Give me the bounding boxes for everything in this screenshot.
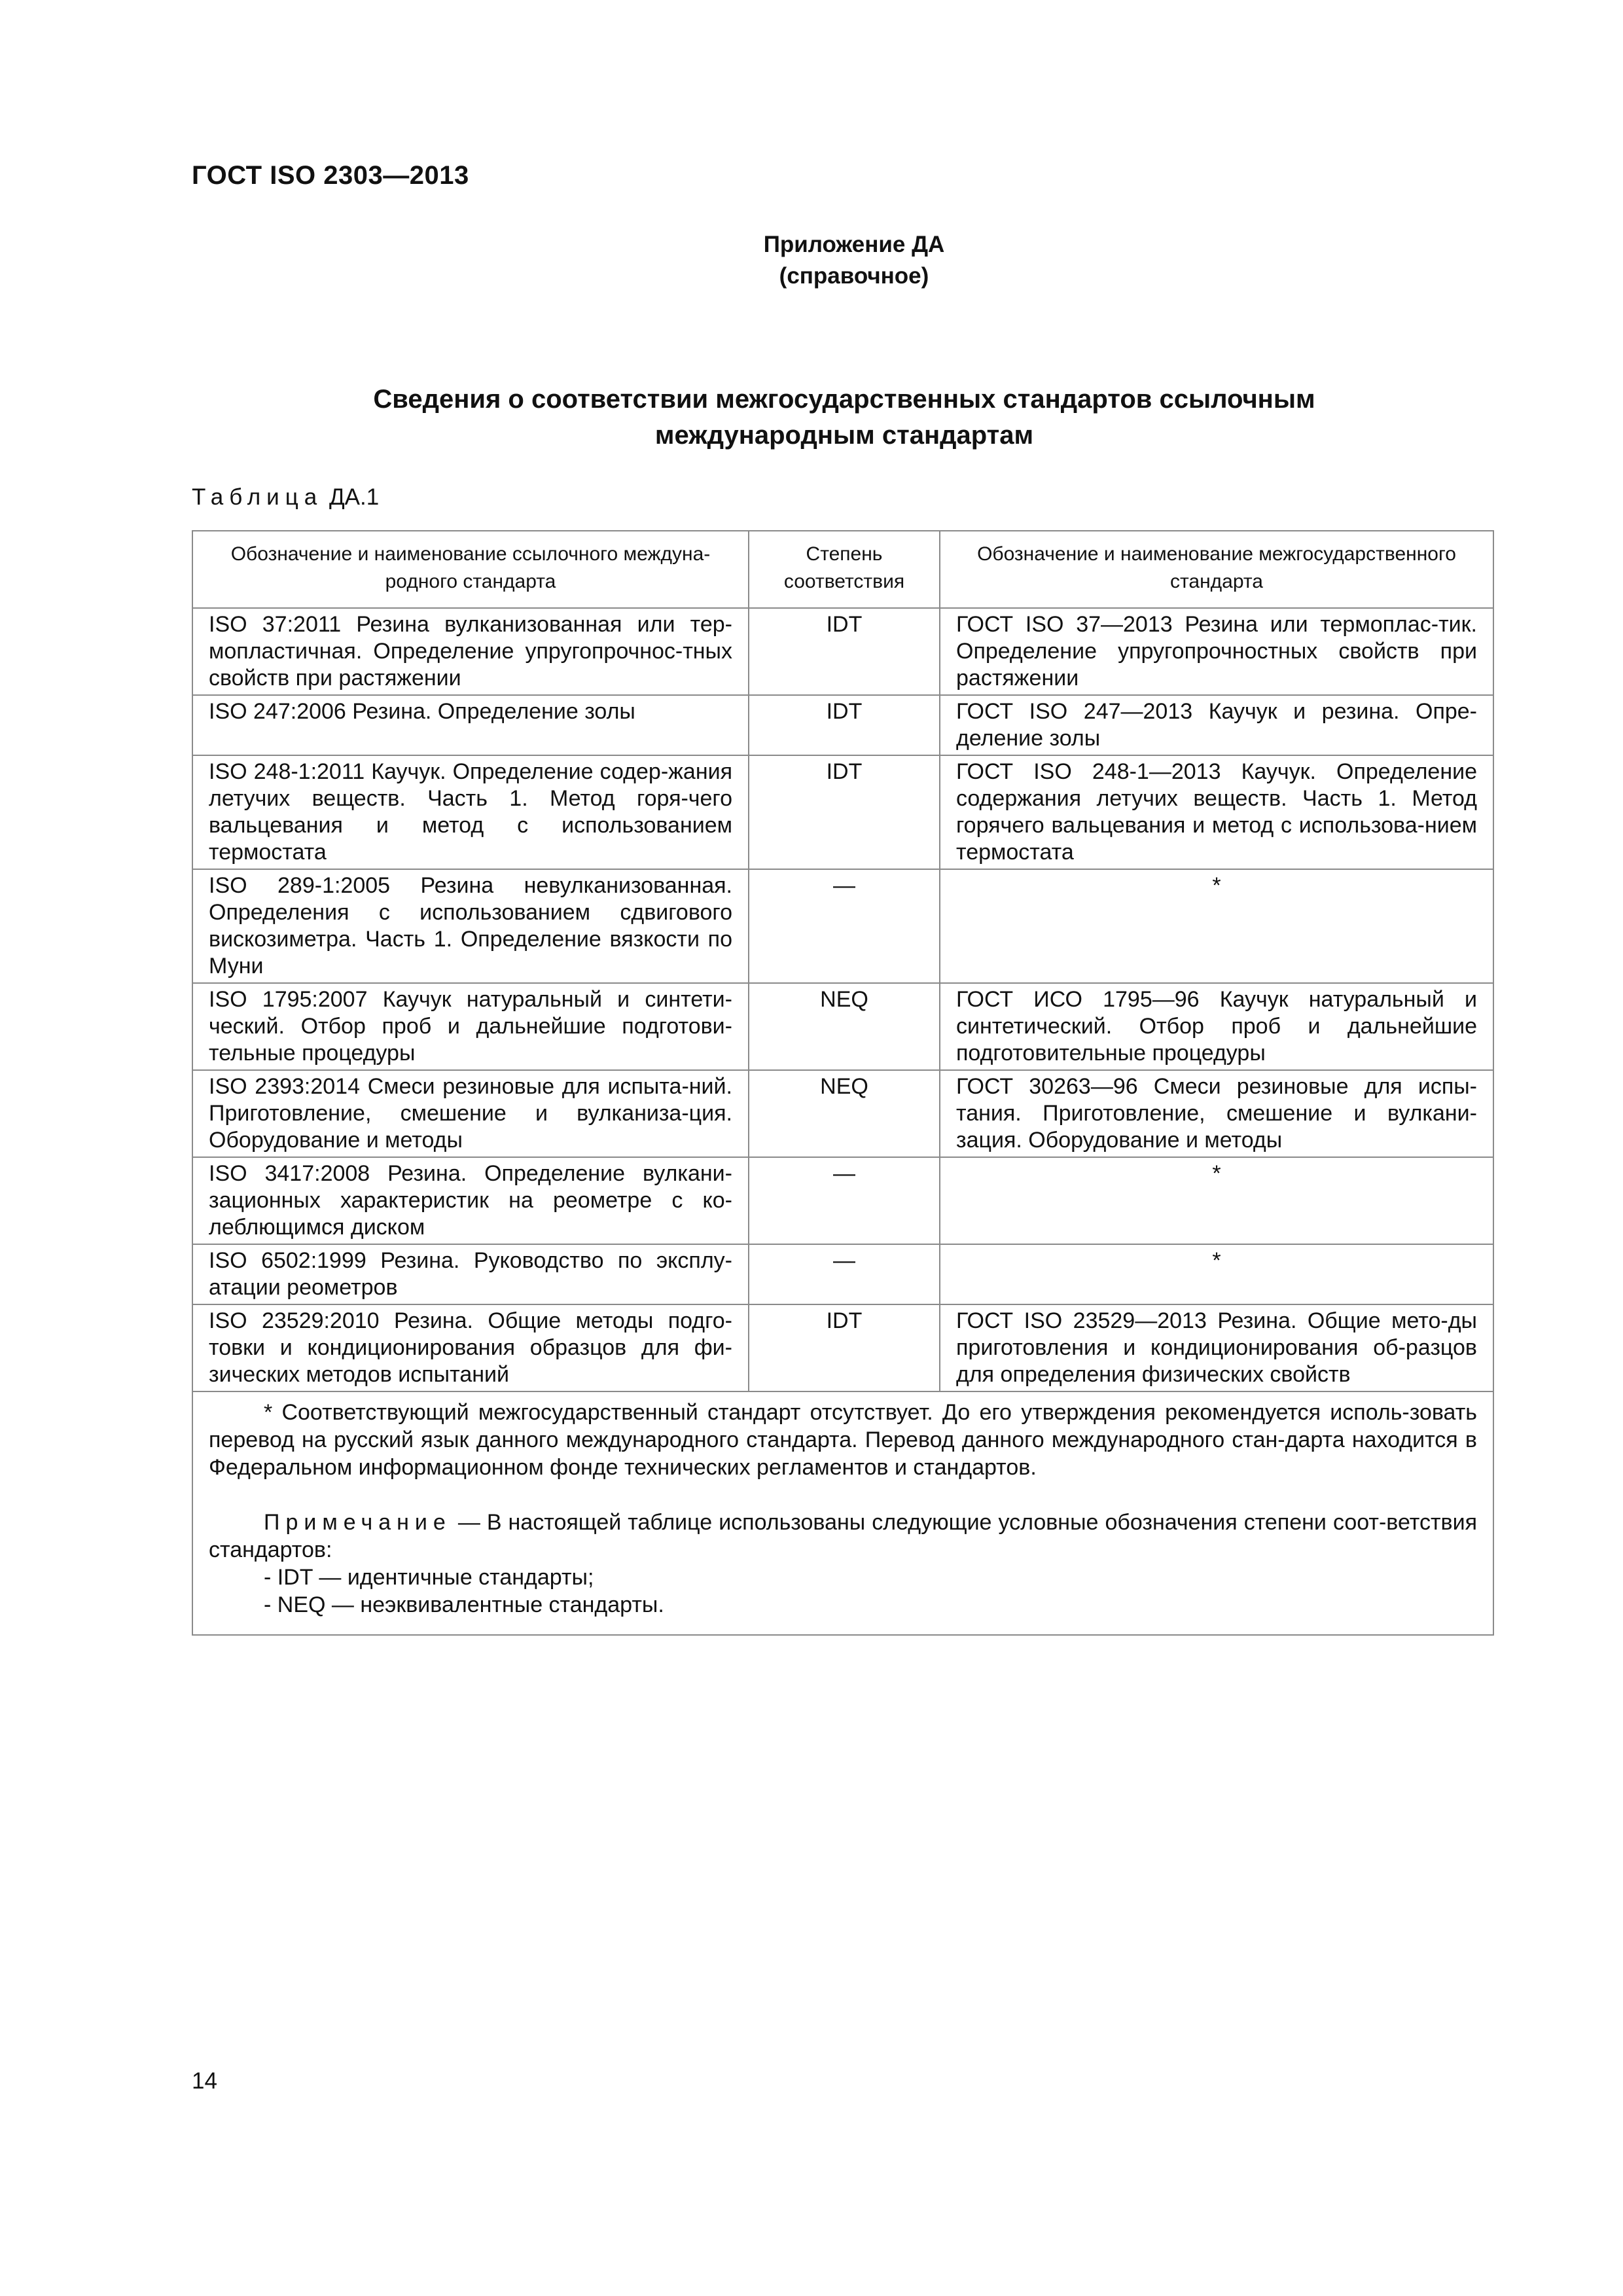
legend-item-neq: - NEQ — неэквивалентные стандарты. xyxy=(264,1592,664,1617)
table-row xyxy=(192,695,1493,755)
appendix-title: Приложение ДА xyxy=(763,232,945,257)
footnote-text: * Соответствующий межгосударственный стандарт отсутствует. До его утверждения рекомендуется исполь-зовать перевод на русский язык данного международного стандарта. Перевод данного международного стан-дарта находится в Федеральном информационном фонде технических регламентов и стандартов. xyxy=(209,1400,1477,1480)
reference-standard-cell: ISO 23529:2010 Резина. Общие методы подго-товки и кондиционирования образцов для фи-зических методов испытаний xyxy=(192,1304,749,1391)
legend-item-idt: - IDT — идентичные стандарты; xyxy=(264,1565,594,1590)
table-row xyxy=(192,1244,1493,1304)
section-title-line-2: международным стандартам xyxy=(654,421,1034,450)
interstate-standard-cell: ГОСТ ISO 248-1—2013 Каучук. Определение содержания летучих веществ. Часть 1. Метод горячего вальцевания и метод с использова-нием термостата xyxy=(940,755,1493,869)
reference-standard-cell: ISO 6502:1999 Резина. Руководство по эксплу-атации реометров xyxy=(192,1244,749,1304)
reference-standard-cell: ISO 2393:2014 Смеси резиновые для испыта-ний. Приготовление, смешение и вулканиза-ция. Оборудование и методы xyxy=(192,1070,749,1157)
table-label-prefix: Таблица xyxy=(192,484,323,510)
table-row xyxy=(192,608,1493,695)
table-row xyxy=(192,1304,1493,1391)
appendix-subtitle: (справочное) xyxy=(779,263,929,289)
degree-cell: IDT xyxy=(749,1304,940,1391)
interstate-standard-cell: * xyxy=(940,1244,1493,1304)
table-row xyxy=(192,1070,1493,1157)
correspondence-table xyxy=(192,530,1494,1636)
interstate-standard-cell: * xyxy=(940,869,1493,983)
table-notes-row xyxy=(192,1391,1493,1635)
table-row xyxy=(192,1157,1493,1244)
table-header-row xyxy=(192,531,1493,608)
document-code: ГОСТ ISO 2303—2013 xyxy=(192,161,469,190)
section-title-line-1: Сведения о соответствии межгосударственных стандартов ссылочным xyxy=(373,385,1315,414)
table-notes-cell xyxy=(192,1391,1493,1635)
page-number: 14 xyxy=(192,2068,217,2094)
table-row xyxy=(192,869,1493,983)
degree-cell: — xyxy=(749,1244,940,1304)
degree-cell: NEQ xyxy=(749,1070,940,1157)
reference-standard-cell: ISO 289-1:2005 Резина невулканизованная. Определения с использованием сдвигового вискозиметра. Часть 1. Определение вязкости по Муни xyxy=(192,869,749,983)
interstate-standard-cell: ГОСТ ISO 23529—2013 Резина. Общие мето-ды приготовления и кондиционирования об-разцов для определения физических свойств xyxy=(940,1304,1493,1391)
reference-standard-cell: ISO 1795:2007 Каучук натуральный и синтети-ческий. Отбор проб и дальнейшие подготови-тельные процедуры xyxy=(192,983,749,1070)
table-row xyxy=(192,755,1493,869)
interstate-standard-cell: ГОСТ ISO 37—2013 Резина или термоплас-тик. Определение упругопрочностных свойств при растяжении xyxy=(940,608,1493,695)
reference-standard-cell: ISO 37:2011 Резина вулканизованная или тер-мопластичная. Определение упругопрочнос-тных свойств при растяжении xyxy=(192,608,749,695)
interstate-standard-cell: ГОСТ ISO 247—2013 Каучук и резина. Опре-деление золы xyxy=(940,695,1493,755)
note-text: — В настоящей таблице использованы следующие условные обозначения степени соот-ветствия стандартов: xyxy=(209,1510,1477,1562)
interstate-standard-cell: ГОСТ 30263—96 Смеси резиновые для испы-тания. Приготовление, смешение и вулкани-зация. Оборудование и методы xyxy=(940,1070,1493,1157)
header-reference-standard: Обозначение и наименование ссылочного междуна-родного стандарта xyxy=(192,531,749,608)
section-title xyxy=(340,382,1348,454)
table-label-number: ДА.1 xyxy=(323,484,380,510)
reference-standard-cell: ISO 248-1:2011 Каучук. Определение содер-жания летучих веществ. Часть 1. Метод горя-чего вальцевания и метод с использованием термостата xyxy=(192,755,749,869)
degree-cell: — xyxy=(749,869,940,983)
header-degree: Степень соответствия xyxy=(749,531,940,608)
degree-cell: IDT xyxy=(749,608,940,695)
header-interstate-standard: Обозначение и наименование межгосударственного стандарта xyxy=(940,531,1493,608)
note-prefix: Примечание xyxy=(264,1510,452,1535)
interstate-standard-cell: ГОСТ ИСО 1795—96 Каучук натуральный и синтетический. Отбор проб и дальнейшие подготовительные процедуры xyxy=(940,983,1493,1070)
degree-cell: — xyxy=(749,1157,940,1244)
degree-cell: NEQ xyxy=(749,983,940,1070)
table-row xyxy=(192,983,1493,1070)
appendix-heading xyxy=(0,229,1623,292)
degree-cell: IDT xyxy=(749,755,940,869)
interstate-standard-cell: * xyxy=(940,1157,1493,1244)
note-paragraph xyxy=(209,1509,1477,1564)
table-label xyxy=(192,484,379,511)
reference-standard-cell: ISO 247:2006 Резина. Определение золы xyxy=(192,695,749,755)
reference-standard-cell: ISO 3417:2008 Резина. Определение вулкани-зационных характеристик на реометре с ко-леблющимся диском xyxy=(192,1157,749,1244)
degree-cell: IDT xyxy=(749,695,940,755)
